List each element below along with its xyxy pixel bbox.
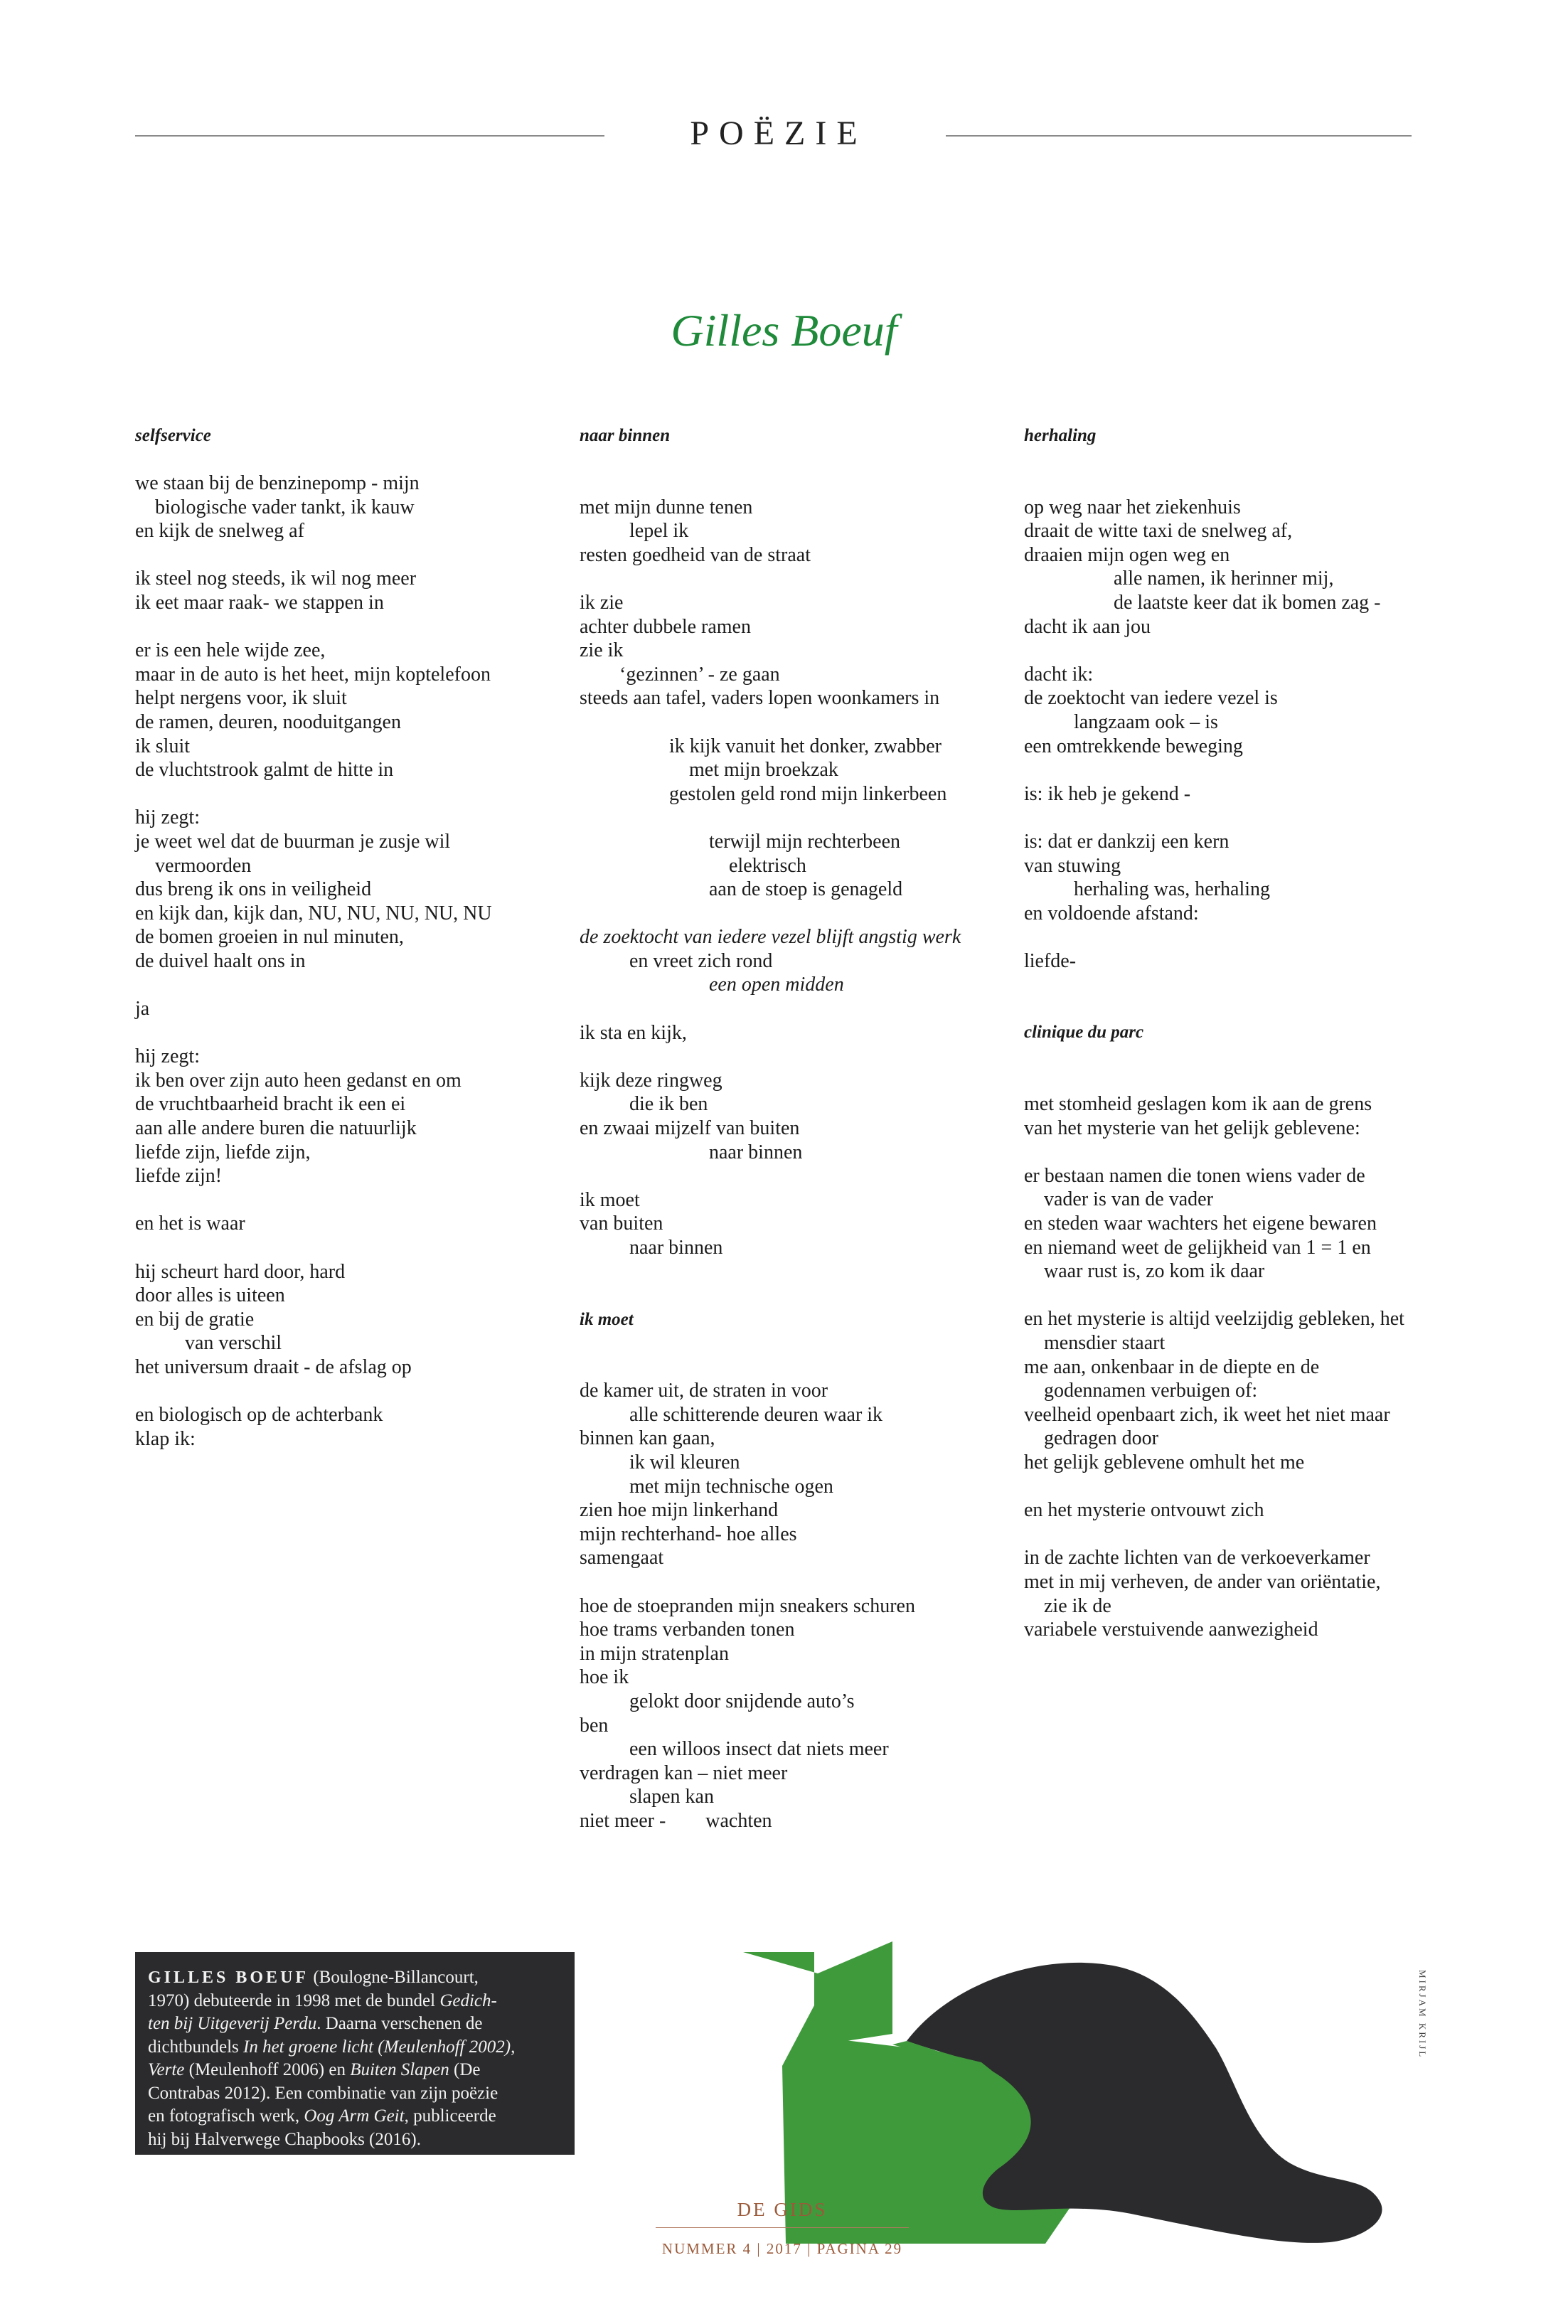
bio-text: en fotografisch werk,: [148, 2106, 304, 2126]
poem-line: de bomen groeien in nul minuten,: [135, 926, 404, 949]
stanza-break: [580, 1355, 1020, 1380]
poem-line: met mijn broekzak: [580, 759, 838, 782]
poem-title: clinique du parc: [1024, 1023, 1144, 1043]
bio-title: Oog Arm Geit: [304, 2106, 405, 2126]
stanza-break: [135, 1380, 576, 1404]
poem-break: [1024, 973, 1465, 1020]
poem-break: [580, 1260, 1020, 1308]
poem-line: klap ik:: [135, 1427, 196, 1450]
poem-line: en voldoende afstand:: [1024, 902, 1199, 924]
poem-line: samengaat: [580, 1547, 664, 1569]
poem-line: een open midden: [580, 974, 844, 996]
footer-issue: NUMMER 4 | 2017 | PAGINA 29: [661, 2240, 903, 2257]
poem-line: in mijn stratenplan: [580, 1642, 729, 1665]
poem-title: ik moet: [580, 1309, 634, 1329]
poem-line: ja: [135, 998, 150, 1020]
poem-line: langzaam ook – is: [1024, 710, 1218, 733]
poem-line: me aan, onkenbaar in de diepte en de: [1024, 1355, 1320, 1378]
poem-line: is: ik heb je gekend -: [1024, 782, 1191, 805]
poem-line: aan de stoep is genageld: [580, 878, 903, 901]
poem-line: een willoos insect dat niets meer: [580, 1738, 889, 1761]
footer-magazine: DE GIDS: [737, 2199, 828, 2220]
poem-line: ik sluit: [135, 735, 191, 757]
poem-line: aan alle andere buren die natuurlijk: [135, 1117, 417, 1140]
poem-line: de kamer uit, de straten in voor: [580, 1380, 828, 1402]
poem-line: veelheid openbaart zich, ik weet het niet maar: [1024, 1403, 1390, 1426]
poem-line: je weet wel dat de buurman je zusje wil: [135, 830, 451, 853]
poem-line: ik wil kleuren: [580, 1451, 740, 1473]
stanza-break: [580, 1164, 1020, 1188]
bio-text: , publiceerde: [404, 2106, 496, 2126]
poem-line: ik sta en kijk,: [580, 1021, 687, 1044]
poem-line: ik steel nog steeds, ik wil nog meer: [135, 567, 417, 590]
bio-title: Verte: [148, 2060, 185, 2079]
poem-line: en bij de gratie: [135, 1308, 255, 1331]
poem-line: er is een hele wijde zee,: [135, 639, 326, 662]
poem-line: het universum draait - de afslag op: [135, 1355, 412, 1378]
poem-line: resten goedheid van de straat: [580, 543, 811, 566]
stanza-break: [135, 1236, 576, 1260]
poem-line: de zoektocht van iedere vezel is: [1024, 687, 1278, 710]
poem-line: de vruchtbaarheid bracht ik een ei: [135, 1093, 406, 1116]
poem-line: niet meer - wachten: [580, 1809, 772, 1832]
bio-text: (Meulenhoff 2006) en: [184, 2060, 351, 2079]
poem-line: met in mij verheven, de ander van oriëntatie,: [1024, 1570, 1381, 1593]
stanza-break: [580, 1045, 1020, 1069]
stanza-break: [1024, 1284, 1465, 1308]
poem-line: slapen kan: [580, 1786, 714, 1808]
bio-line: [148, 2013, 562, 2036]
poem-line: met mijn technische ogen: [580, 1475, 833, 1498]
poem-line: biologische vader tankt, ik kauw: [135, 496, 415, 518]
stanza-break: [135, 782, 576, 806]
bio-line: [148, 2059, 562, 2082]
poem-line: ik moet: [580, 1188, 640, 1211]
poem-line: en vreet zich rond: [580, 949, 773, 972]
poem-line: vader is van de vader: [1024, 1188, 1213, 1211]
poem-column-2: [580, 424, 1020, 1833]
poem-line: en zwaai mijzelf van buiten: [580, 1117, 800, 1140]
stanza-break: [1024, 1475, 1465, 1499]
art-credit: [1415, 1970, 1429, 2059]
poem-line: met mijn dunne tenen: [580, 496, 753, 518]
poem-line: ik eet maar raak- we stappen in: [135, 591, 384, 614]
poem-line: gestolen geld rond mijn linkerbeen: [580, 782, 947, 805]
bio-line: [148, 2105, 562, 2128]
bio-text: Contrabas 2012). Een combinatie van zijn poëzie: [148, 2083, 498, 2103]
bio-title: ten bij Uitgeverij Perdu: [148, 2014, 317, 2033]
author-bio: [135, 1952, 575, 2155]
poem-line: de ramen, deuren, nooduitgangen: [135, 710, 401, 733]
bio-title: In het groene licht (Meulenhoff 2002),: [243, 2037, 516, 2057]
stanza-break: [1024, 1523, 1465, 1547]
stanza-break: [135, 1021, 576, 1045]
poem-column-3: [1024, 424, 1465, 1642]
stanza-break: [580, 567, 1020, 591]
header-rule-left: [135, 135, 604, 137]
poem-line: de zoektocht van iedere vezel blijft angstig werk: [580, 926, 961, 949]
poem-line: hoe ik: [580, 1666, 629, 1689]
bio-line: [148, 2128, 562, 2152]
bio-text: 1970) debuteerde in 1998 met de bundel: [148, 1990, 440, 2010]
bio-line: [148, 2082, 562, 2106]
poem-line: de duivel haalt ons in: [135, 949, 306, 972]
poem-line: er bestaan namen die tonen wiens vader de: [1024, 1164, 1365, 1187]
stanza-break: [135, 973, 576, 997]
bio-name: GILLES BOEUF: [148, 1968, 309, 1987]
poet-name: Gilles Boeuf: [671, 305, 897, 356]
poem-line: kijk deze ringweg: [580, 1069, 722, 1092]
stanza-break: [1024, 1140, 1465, 1164]
stanza-break: [1024, 806, 1465, 830]
poem-line: liefde zijn!: [135, 1165, 223, 1188]
poem-line: en biologisch op de achterbank: [135, 1404, 383, 1427]
poem-line: waar rust is, zo kom ik daar: [1024, 1260, 1265, 1283]
poem-line: lepel ik: [580, 520, 689, 543]
poem-line: hoe de stoepranden mijn sneakers schuren: [580, 1594, 915, 1617]
poem-line: terwijl mijn rechterbeen: [580, 830, 900, 853]
poem-line: en kijk de snelweg af: [135, 520, 304, 543]
bio-text: . Daarna verschenen de: [316, 2014, 483, 2033]
poem-line: maar in de auto is het heet, mijn koptelefoon: [135, 663, 491, 686]
poem-line: verdragen kan – niet meer: [580, 1761, 788, 1784]
poem-line: helpt nergens voor, ik sluit: [135, 687, 347, 710]
poem-line: alle schitterende deuren waar ik: [580, 1403, 883, 1426]
poem-line: is: dat er dankzij een kern: [1024, 830, 1230, 853]
poem-line: gedragen door: [1024, 1427, 1158, 1450]
poem-line: en niemand weet de gelijkheid van 1 = 1 en: [1024, 1236, 1371, 1259]
stanza-break: [580, 1570, 1020, 1594]
poem-line: ben: [580, 1714, 609, 1737]
poem-line: de laatste keer dat ik bomen zag -: [1024, 591, 1381, 614]
poem-line: hoe trams verbanden tonen: [580, 1619, 795, 1641]
poem-line: zie ik: [580, 639, 624, 662]
stanza-break: [580, 471, 1020, 496]
poem-line: van het mysterie van het gelijk geblevene:: [1024, 1116, 1360, 1139]
bio-line: [148, 2036, 562, 2059]
poem-line: hij zegt:: [135, 1045, 200, 1068]
bio-line: [148, 1966, 562, 1990]
stanza-break: [135, 543, 576, 567]
poem-line: de vluchtstrook galmt de hitte in: [135, 759, 394, 782]
stanza-break: [580, 997, 1020, 1021]
stanza-break: [580, 902, 1020, 926]
stanza-break: [135, 1188, 576, 1212]
poem-title: naar binnen: [580, 426, 671, 445]
bio-text: dichtbundels: [148, 2037, 244, 2057]
poem-line: draaien mijn ogen weg en: [1024, 543, 1230, 566]
poem-line: mensdier staart: [1024, 1332, 1166, 1354]
poem-line: elektrisch: [580, 854, 806, 877]
poem-line: draait de witte taxi de snelweg af,: [1024, 520, 1293, 543]
stanza-break: [1024, 758, 1465, 782]
poem-title: herhaling: [1024, 426, 1097, 445]
bio-text: hij bij Halverwege Chapbooks (2016).: [148, 2129, 421, 2149]
poem-line: een omtrekkende beweging: [1024, 735, 1243, 757]
bio-title: Gedich-: [439, 1990, 497, 2010]
poem-line: hij zegt:: [135, 806, 200, 829]
footer-rule: [656, 2227, 909, 2228]
poem-line: achter dubbele ramen: [580, 615, 751, 638]
poem-line: van verschil: [135, 1332, 282, 1355]
poem-line: van buiten: [580, 1212, 663, 1235]
poem-line: dus breng ik ons in veiligheid: [135, 878, 372, 901]
art-credit-text: MIRJAM KRIJL: [1417, 1970, 1428, 2059]
poem-line: alle namen, ik herinner mij,: [1024, 567, 1334, 590]
poem-line: we staan bij de benzinepomp - mijn: [135, 472, 420, 494]
poem-line: ik ben over zijn auto heen gedanst en om: [135, 1069, 462, 1092]
poem-line: ik kijk vanuit het donker, zwabber: [580, 735, 942, 757]
poem-line: godennamen verbuigen of:: [1024, 1380, 1258, 1402]
poem-line: door alles is uiteen: [135, 1284, 285, 1307]
abstract-illustration: [740, 1931, 1394, 2244]
poem-line: naar binnen: [580, 1141, 803, 1163]
poem-line: in de zachte lichten van de verkoeverkamer: [1024, 1547, 1370, 1569]
poem-line: van stuwing: [1024, 854, 1121, 877]
poem-line: dacht ik aan jou: [1024, 615, 1151, 638]
poem-line: die ik ben: [580, 1093, 708, 1116]
stanza-break: [135, 615, 576, 639]
poem-line: en kijk dan, kijk dan, NU, NU, NU, NU, NU: [135, 902, 492, 924]
section-title: POËZIE: [690, 114, 868, 152]
poem-line: variabele verstuivende aanwezigheid: [1024, 1619, 1318, 1641]
poem-line: en steden waar wachters het eigene bewaren: [1024, 1212, 1377, 1235]
bio-title: Buiten Slapen: [350, 2060, 449, 2079]
poem-line: steeds aan tafel, vaders lopen woonkamers in: [580, 687, 940, 710]
bio-text: (De: [449, 2060, 481, 2079]
stanza-break: [1024, 925, 1465, 949]
poem-line: ik zie: [580, 591, 624, 614]
poem-line: en het is waar: [135, 1212, 245, 1235]
poem-line: zien hoe mijn linkerhand: [580, 1499, 779, 1522]
poem-line: binnen kan gaan,: [580, 1427, 715, 1450]
poem-line: mijn rechterhand- hoe alles: [580, 1523, 797, 1545]
bio-line: [148, 1990, 562, 2013]
poem-line: herhaling was, herhaling: [1024, 878, 1271, 901]
poem-column-1: [135, 424, 576, 1451]
poem-line: het gelijk geblevene omhult het me: [1024, 1451, 1305, 1473]
poem-line: liefde-: [1024, 949, 1077, 972]
poem-line: op weg naar het ziekenhuis: [1024, 496, 1241, 518]
stanza-break: [1024, 639, 1465, 663]
poem-line: met stomheid geslagen kom ik aan de grens: [1024, 1093, 1372, 1116]
poem-line: zie ik de: [1024, 1594, 1111, 1617]
poem-line: vermoorden: [135, 854, 252, 877]
poem-line: naar binnen: [580, 1237, 723, 1259]
poem-line: gelokt door snijdende auto’s: [580, 1690, 855, 1712]
poem-line: hij scheurt hard door, hard: [135, 1260, 346, 1283]
stanza-break: [1024, 471, 1465, 496]
stanza-break: [580, 806, 1020, 830]
poem-line: en het mysterie ontvouwt zich: [1024, 1499, 1264, 1522]
bio-text: (Boulogne-Billancourt,: [309, 1968, 479, 1987]
header-rule-right: [946, 135, 1412, 137]
stanza-break: [1024, 1068, 1465, 1092]
poem-line: liefde zijn, liefde zijn,: [135, 1141, 311, 1163]
poem-title: selfservice: [135, 426, 211, 445]
poem-line: dacht ik:: [1024, 663, 1094, 686]
poem-line: en het mysterie is altijd veelzijdig gebleken, het: [1024, 1308, 1404, 1331]
poem-line: ‘gezinnen’ - ze gaan: [580, 663, 780, 686]
stanza-break: [580, 710, 1020, 735]
